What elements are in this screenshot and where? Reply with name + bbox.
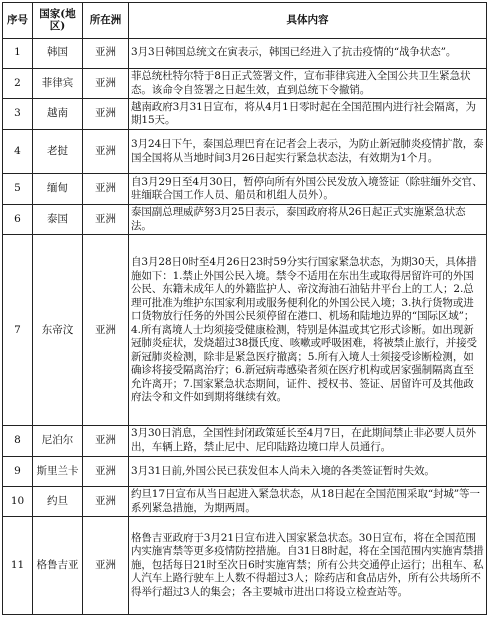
table-row — [3, 68, 487, 98]
table-row — [3, 38, 487, 68]
policy-table-container — [2, 2, 486, 615]
row-country: 越南 — [33, 99, 83, 129]
header-content: 具体内容 — [129, 3, 487, 39]
table-row — [3, 456, 487, 486]
row-no: 5 — [3, 174, 33, 204]
table-row — [3, 487, 487, 517]
row-no: 1 — [3, 38, 33, 68]
row-no: 11 — [3, 517, 33, 615]
table-header-row — [3, 3, 487, 39]
row-no: 6 — [3, 204, 33, 234]
row-content: 3月24日下午，泰国总理巴育在记者会上表示，为防止新冠肺炎疫情扩散，泰国全国将从当地时间3月26日起实行紧急状态法，有效期为1个月。 — [129, 129, 487, 174]
row-country: 斯里兰卡 — [33, 456, 83, 486]
table-row — [3, 235, 487, 426]
table-row — [3, 174, 487, 204]
row-continent: 亚洲 — [83, 99, 129, 129]
row-content: 泰国副总理威萨努3月25日表示，泰国政府将从26日起正式实施紧急状态法。 — [129, 204, 487, 234]
row-continent: 亚洲 — [83, 487, 129, 517]
row-continent: 亚洲 — [83, 456, 129, 486]
row-content: 自3月29日至4月30日，暂停向所有外国公民发放入境签证（除驻缅外交官、驻缅联合国工作人员、船员和机组人员外）。 — [129, 174, 487, 204]
row-country: 东帝汶 — [33, 235, 83, 426]
row-country: 格鲁吉亚 — [33, 517, 83, 615]
table-row — [3, 517, 487, 615]
row-continent: 亚洲 — [83, 204, 129, 234]
row-continent: 亚洲 — [83, 235, 129, 426]
header-continent: 所在洲 — [83, 3, 129, 39]
row-content: 越南政府3月31日宣布，将从4月1日零时起在全国范围内进行社会隔离，为期15天。 — [129, 99, 487, 129]
row-country: 约旦 — [33, 487, 83, 517]
row-content: 约旦17日宣布从当日起进入紧急状态，从18日起在全国范围采取“封城”等一系列紧急措施，为期两周。 — [129, 487, 487, 517]
row-no: 4 — [3, 129, 33, 174]
table-row — [3, 204, 487, 234]
row-country: 缅甸 — [33, 174, 83, 204]
table-row — [3, 99, 487, 129]
row-country: 老挝 — [33, 129, 83, 174]
row-country: 菲律宾 — [33, 68, 83, 98]
row-content: 3月3日韩国总统文在寅表示，韩国已经进入了抗击疫情的“战争状态”。 — [129, 38, 487, 68]
row-no: 9 — [3, 456, 33, 486]
row-content: 菲总统杜特尔特于8日正式签署文件，宣布菲律宾进入全国公共卫生紧急状态。该命令自签署之日起生效，直到总统下令撤销。 — [129, 68, 487, 98]
table-row — [3, 426, 487, 456]
row-no: 2 — [3, 68, 33, 98]
row-continent: 亚洲 — [83, 517, 129, 615]
row-no: 7 — [3, 235, 33, 426]
row-country: 泰国 — [33, 204, 83, 234]
row-content: 格鲁吉亚政府于3月21日宣布进入国家紧急状态。30日宣布，将在全国范围内实施宵禁等更多疫情防控措施。自31日8时起，将在全国范围内实施宵禁措施，包括每日21时至次日6时实施宵禁；所有公共交通停止运行；出租车、私人汽车上路行驶车上人数不得超过3人；除药店和食品店外，所有公共场所不得举行超过3人的集会；各主要城市进出口将设立检查站等。 — [129, 517, 487, 615]
policy-table — [2, 2, 487, 615]
row-continent: 亚洲 — [83, 129, 129, 174]
row-no: 10 — [3, 487, 33, 517]
row-content: 自3月28日0时至4月26日23时59分实行国家紧急状态，为期30天，具体措施如下：1.禁止外国公民入境。禁令不适用在东出生或取得居留许可的外国公民、东籍未成年人的外籍监护人、帝汶海油石油钻井平台上的工人；2.总理可批准为维护东国家利用或服务便利化的外国公民入境；3.执行货物或进口货物放行任务的外国公民须停留在港口、机场和陆地边界的“国际区域”；4.所有离境人士均须接受健康检测，特别是体温或其它形式诊断。如出现新冠肺炎症状，发烧超过38摄氏度、咳嗽或呼吸困难，将被禁止旅行，并接受新冠肺炎检测，除非是紧急医疗撤离；5.所有入境人士须接受诊断检测，如确诊将接受隔离治疗；6.新冠病毒感染者须在医疗机构或居家强制隔离直至允许离开；7.国家紧急状态期间，证件、授权书、签证、居留许可及其他政府法令和文件如到期将继续有效。 — [129, 235, 487, 426]
row-content: 3月30日消息，全国性封闭政策延长至4月7日，在此期间禁止非必要人员外出，车辆上路，禁止尼中、尼印陆路边境口岸人员通行。 — [129, 426, 487, 456]
row-continent: 亚洲 — [83, 426, 129, 456]
row-country: 尼泊尔 — [33, 426, 83, 456]
header-country: 国家(地区) — [33, 3, 83, 39]
header-no: 序号 — [3, 3, 33, 39]
row-content: 3月31日前,外国公民已获发但本人尚未入境的各类签证暂时失效。 — [129, 456, 487, 486]
row-no: 8 — [3, 426, 33, 456]
row-country: 韩国 — [33, 38, 83, 68]
row-continent: 亚洲 — [83, 174, 129, 204]
row-continent: 亚洲 — [83, 68, 129, 98]
table-row — [3, 129, 487, 174]
row-no: 3 — [3, 99, 33, 129]
row-continent: 亚洲 — [83, 38, 129, 68]
